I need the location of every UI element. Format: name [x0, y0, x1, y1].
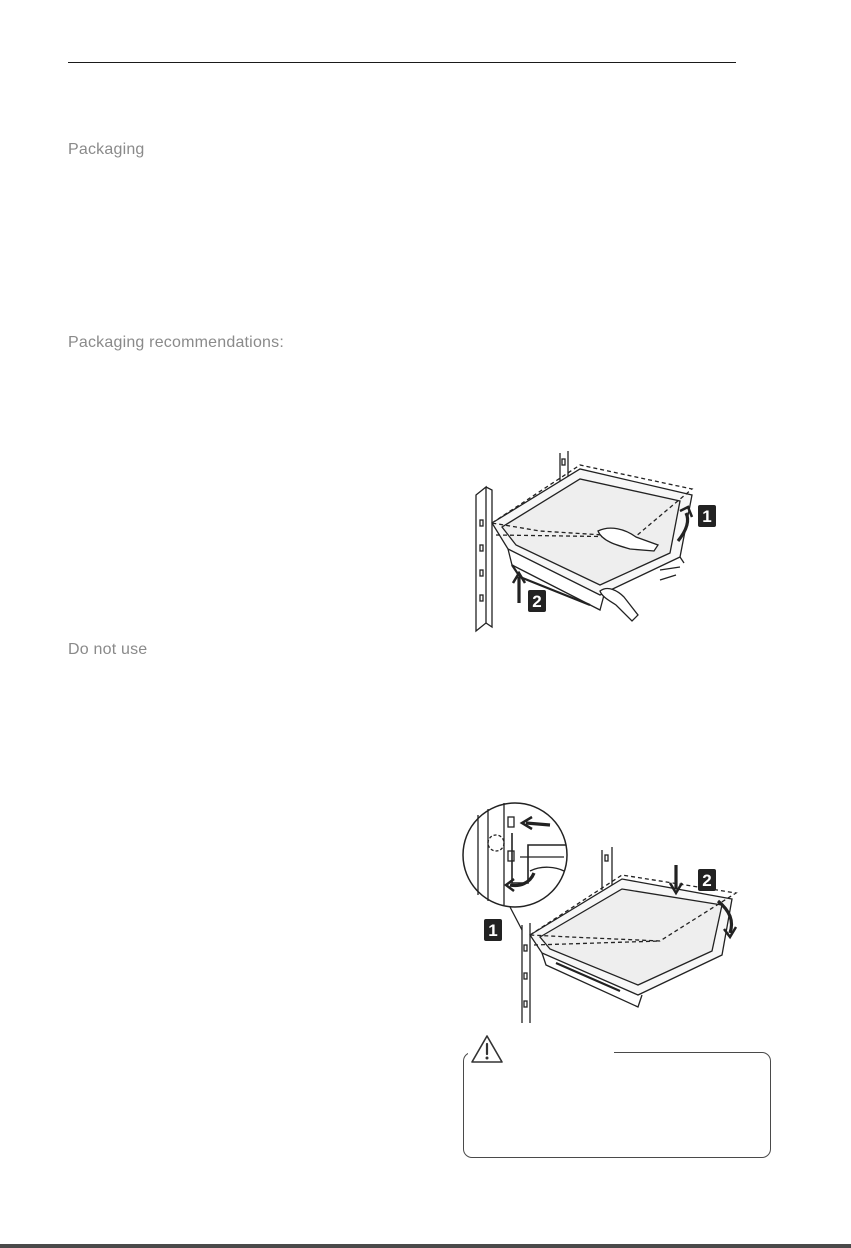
heading-do-not-use: Do not use — [68, 641, 148, 658]
warning-triangle-icon — [470, 1034, 504, 1064]
heading-packaging-recommendations: Packaging recommendations: — [68, 334, 284, 351]
heading-packaging: Packaging — [68, 141, 145, 158]
step-badge-1-label: 1 — [702, 507, 712, 526]
footer-rule — [0, 1244, 851, 1248]
header-rule — [68, 62, 736, 63]
caution-box — [463, 1052, 771, 1158]
step-badge-2-label: 2 — [702, 871, 712, 890]
shelf-installation-illustration — [460, 795, 760, 1027]
shelf-removal-illustration — [440, 445, 740, 640]
step-badge-2-label: 2 — [532, 592, 542, 611]
step-badge-1-label: 1 — [488, 921, 498, 940]
